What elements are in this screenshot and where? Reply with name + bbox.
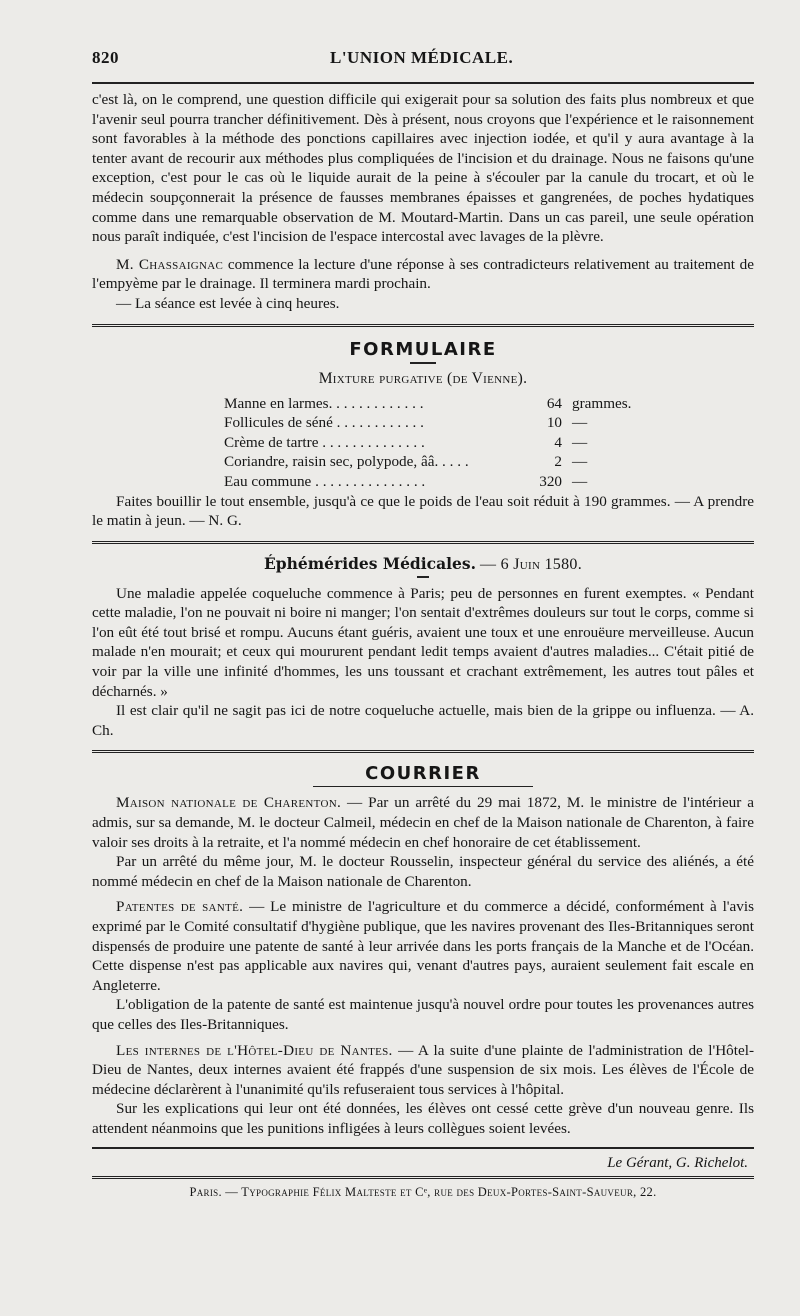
chassaignac-paragraph	[92, 255, 754, 294]
item-heading: Les internes de l'Hôtel-Dieu de Nantes.	[116, 1041, 393, 1059]
courrier-item	[92, 897, 754, 995]
title-dash	[410, 362, 436, 364]
ephemerides-date: — 6 Juin 1580.	[480, 555, 582, 573]
ephemerides-title: Éphémérides Médicales.	[263, 553, 477, 573]
ingredient-unit: —	[572, 472, 588, 490]
courrier-paragraph: Par un arrêté du même jour, M. le docteur Rousselin, inspecteur général du service des aliénés, a été nommé médecin en chef de la Maison nationale de Charenton.	[92, 853, 754, 890]
intro-paragraph: c'est là, on le comprend, une question difficile qui exigerait pour sa solution des faits plus nombreux et que l'avenir seul pourra trancher définitivement. Dès à présent, nous croyons que l'expérience et le raisonnement sont favorables à la méthode des ponctions capillaires avec injection iodée, et qu'il y aura avantage à la tenter avant de recourir aux méthodes plus compliquées de l'incision et du drainage. Nous ne faisons qu'une exception, c'est pour le cas où le liquide aurait de la peine à s'écouler par la canule du trocart, et où le médecin soupçonnerait la présence de fausses membranes épaisses et gangrenées, de poches hydatiques comme dans une remarquable observation de M. Moutard-Martin. Dans un cas pareil, une seule opération nous paraît indiquée, c'est l'incision de l'espace intercostal avec lavages de la plèvre.	[92, 91, 754, 246]
item-text: — A la suite d'une plainte de l'administration de l'Hôtel-Dieu de Nantes, deux internes avaient été frappés d'une suspension de six mois. Les élèves de l'École de médecine déclarèrent à l'unanimité qu'ils refuseraient tous services à l'hôpital.	[92, 1041, 755, 1098]
ingredient-name: Follicules de séné . . . . . . . . . . . .	[224, 414, 424, 432]
ingredient-unit: —	[572, 433, 588, 451]
formula-table	[224, 394, 664, 492]
ingredient-name: Crème de tartre . . . . . . . . . . . . . .	[224, 433, 425, 451]
item-heading: Patentes de santé.	[116, 898, 244, 916]
item-heading: Maison nationale de Charenton.	[116, 794, 342, 812]
formula-row	[224, 452, 664, 472]
printer-footer: Paris. — Typographie Félix Malteste et Cᵉ, rue des Deux-Portes-Saint-Sauveur, 22.	[189, 1184, 657, 1199]
title-dash	[417, 576, 429, 578]
seance-paragraph: — La séance est levée à cinq heures.	[116, 294, 340, 312]
formula-row	[224, 394, 664, 414]
ingredient-quantity: 320	[539, 472, 562, 490]
ingredient-unit: —	[572, 414, 588, 432]
item-text: — Le ministre de l'agriculture et du commerce a décidé, conformément à l'avis exprimé par le Comité consultatif d'hygiène publique, que les navires provenant des Iles-Britanniques seront dispensés de produire une patente de santé à leur arrivée dans les ports français de la Manche et de l'Océan. Cette dispense n'est pas applicable aux navires qui, venant d'autres pays, auraient seulement fait escale en Angleterre.	[92, 898, 755, 994]
signature	[92, 1155, 754, 1172]
formula-row	[224, 433, 664, 453]
ingredient-unit: grammes.	[572, 394, 632, 412]
ingredient-name: Coriandre, raisin sec, polypode, ââ. . . . .	[224, 453, 469, 471]
ingredient-quantity: 64	[546, 394, 562, 412]
ingredient-quantity: 2	[554, 453, 562, 471]
ingredient-unit: —	[572, 453, 588, 471]
chassaignac-text: commence la lecture d'une réponse à ses contradicteurs relativement au traitement de l'empyème par le drainage. Il terminera mardi prochain.	[92, 255, 754, 293]
footer-rule	[92, 1176, 754, 1179]
ephemerides-paragraph: Une maladie appelée coqueluche commence à Paris; peu de personnes en furent exemptes. « Pendant cette maladie, l'on ne pouvait ni boire ni manger; l'on sentait d'extrêmes douleurs sur tout le corps, comme si l'on eût été tout brisé et rompu. Aucuns étant guéris, avaient une toux et une enrouëure merveilleuse. Aucun malade n'en mourait; et ceux qui moururent pendant ledit temps avaient d'autres maladies... C'était pitié de voir par la ville une infinité d'hommes, les uns toussant et crachant extrêmement, les autres tout pâles et décharnés. »	[92, 584, 754, 700]
formula-instructions: Faites bouillir le tout ensemble, jusqu'à ce que le poids de l'eau soit réduit à 190 grammes. — A prendre le matin à jeun. — N. G.	[92, 492, 754, 530]
formula-subtitle: Mixture purgative (de Vienne).	[318, 369, 528, 387]
courrier-item	[92, 1041, 754, 1100]
formulaire-title: FORMULAIRE	[349, 338, 497, 360]
formula-row	[224, 472, 664, 492]
item-text: — Par un arrêté du 29 mai 1872, M. le ministre de l'intérieur a admis, sur sa demande, M. le docteur Calmeil, médecin en chef de la Maison nationale de Charenton, à faire valoir ses droits à la retraite, et l'a nommé médecin en chef honoraire de cet établissement.	[92, 794, 754, 851]
page-header	[92, 48, 754, 76]
ephemerides-heading	[92, 554, 754, 574]
courrier-title: COURRIER	[365, 763, 481, 785]
courrier-paragraph: Sur les explications qui leur ont été données, les élèves ont cessé cette grève d'un nouveau genre. Ils attendent néanmoins que les punitions infligées à leurs collègues soient levées.	[92, 1100, 754, 1137]
ephemerides-conclusion: Il est clair qu'il ne sagit pas ici de notre coqueluche actuelle, mais bien de la grippe ou influenza. — A. Ch.	[92, 702, 754, 739]
section-divider	[92, 324, 754, 327]
signature-text: Le Gérant, G. Richelot.	[607, 1154, 748, 1171]
section-divider	[92, 541, 754, 544]
courrier-paragraph: L'obligation de la patente de santé est maintenue jusqu'à nouvel ordre pour toutes les provenances autres que celles des Iles-Britanniques.	[92, 996, 754, 1033]
ingredient-name: Manne en larmes. . . . . . . . . . . . .	[224, 394, 424, 412]
running-title: L'UNION MÉDICALE.	[330, 48, 514, 67]
closing-rule	[92, 1147, 754, 1149]
page-number: 820	[92, 48, 119, 67]
title-rule	[313, 786, 533, 787]
section-divider	[92, 750, 754, 753]
ingredient-name: Eau commune . . . . . . . . . . . . . . .	[224, 472, 426, 490]
formula-row	[224, 413, 664, 433]
courrier-item	[92, 793, 754, 852]
ingredient-quantity: 10	[546, 414, 562, 432]
chassaignac-name: M. Chassaignac	[116, 255, 224, 273]
ingredient-quantity: 4	[554, 433, 562, 451]
